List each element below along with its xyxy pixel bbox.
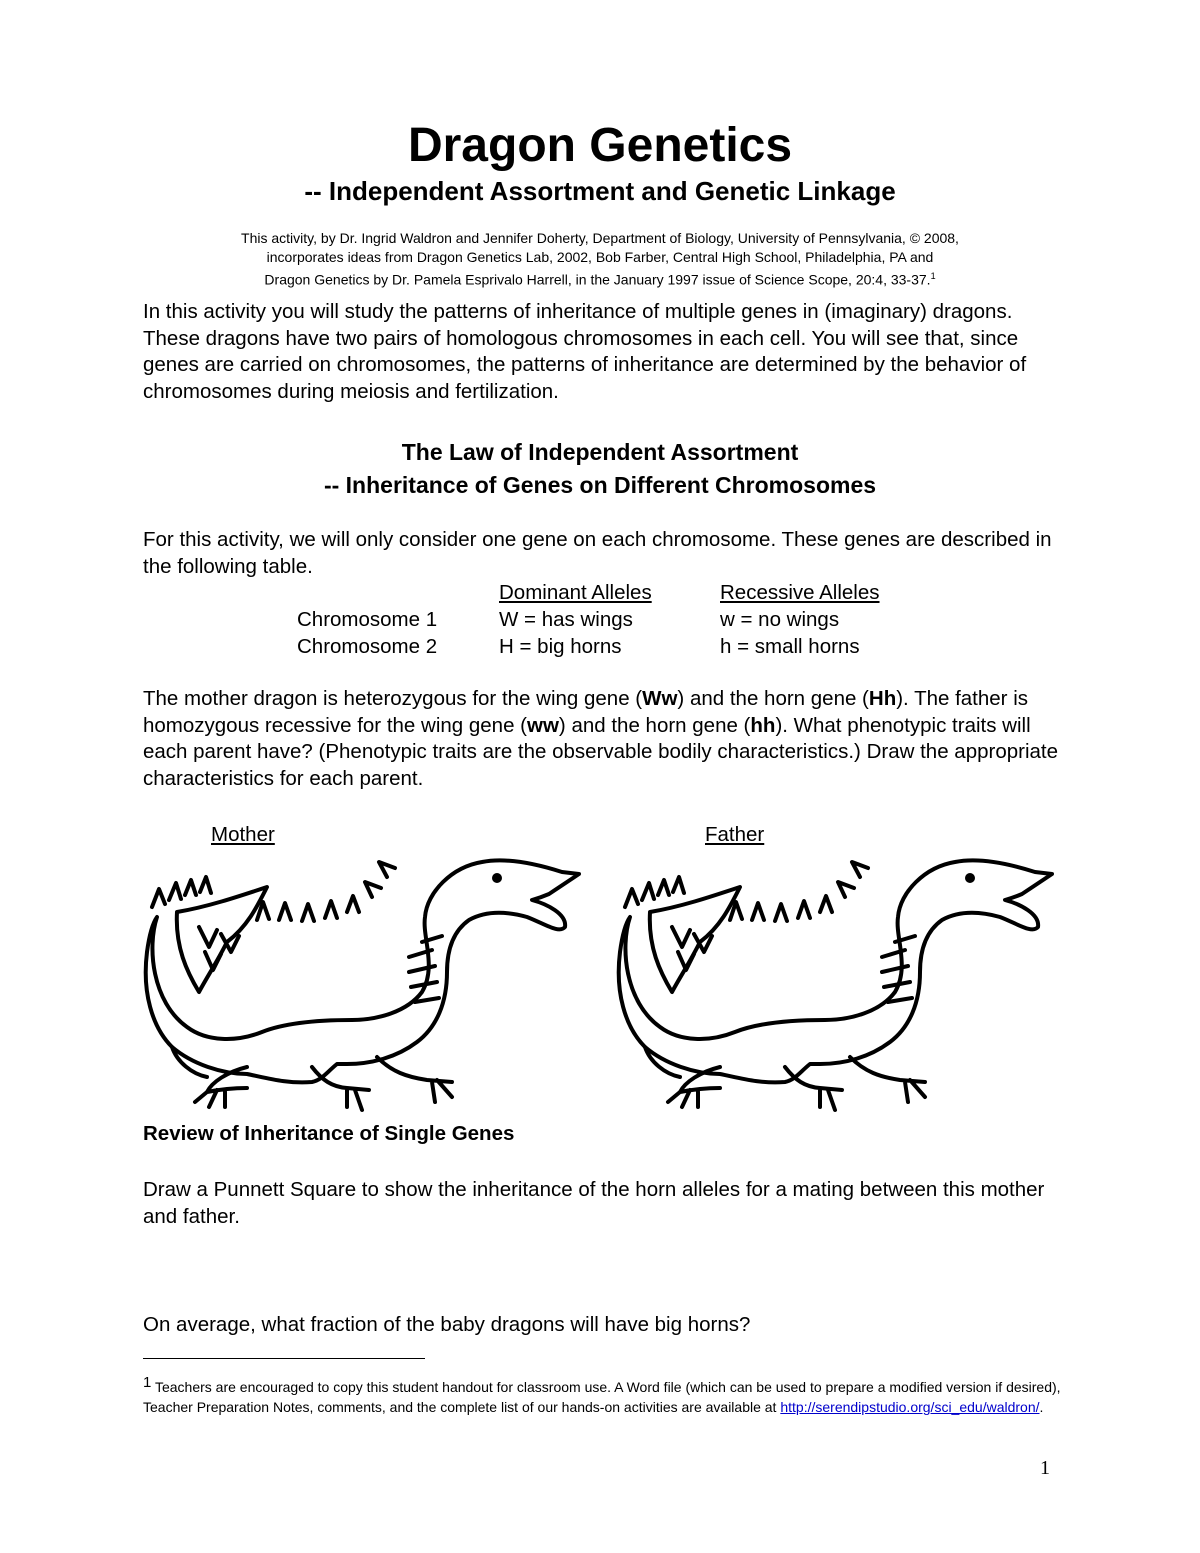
chromosome-1-label: Chromosome 1 [297,608,438,631]
chromosome-2-recessive: h = small horns [720,635,860,658]
chromosome-2-dominant: H = big horns [499,635,622,658]
parents-text-a: The mother dragon is heterozygous for the wing gene ( [143,687,643,710]
footnote-link[interactable]: http://serendipstudio.org/sci_edu/waldron/ [780,1399,1040,1415]
mother-wing-genotype: Ww [642,687,678,710]
father-horn-genotype: hh [750,713,776,737]
document-title: Dragon Genetics [407,119,793,172]
footnote-text: Teachers are encouraged to copy this student handout for classroom use. A Word file (which can be used to prepare a modified version if desired), Teacher Preparation Notes, comments, and the complete list of our hands-on activities are available at [143,1379,1061,1415]
credits-line-2: incorporates ideas from Dragon Genetics Lab, 2002, Bob Farber, Central High School, Philadelphia, PA and [266,249,934,265]
parents-text-d: ) and the horn gene ( [558,713,751,737]
mother-label: Mother [211,823,275,846]
chromosome-1-recessive: w = no wings [720,608,840,631]
header-recessive: Recessive Alleles [720,581,880,604]
mother-horn-genotype: Hh [868,687,897,710]
parents-text-e: ). What phenotypic traits will each parent have? (Phenotypic traits are the observable bodily characteristics.) Draw the appropriate characteristics for each parent. [143,713,1059,790]
section-heading-line-1: The Law of Independent Assortment [401,439,799,465]
punnett-prompt: Draw a Punnett Square to show the inheritance of the horn alleles for a mating between this mother and father. [143,1178,1045,1228]
question: On average, what fraction of the baby dragons will have big horns? [143,1313,751,1336]
footnote-reference: 1 [930,271,936,281]
intro-paragraph: In this activity you will study the patterns of inheritance of multiple genes in (imaginary) dragons. These dragons have two pairs of homologous chromosomes in each cell. You will see that, since genes are carried on chromosomes, the patterns of inheritance are determined by the behavior of chromosomes during meiosis and fertilization. [143,300,1027,403]
footnote-end: . [1039,1399,1044,1415]
table-intro: For this activity, we will only consider one gene on each chromosome. These genes are described in the following table. [143,528,1052,578]
chromosome-1-dominant: W = has wings [499,608,633,631]
credits-line-3-text: Dragon Genetics by Dr. Pamela Esprivalo Harrell, in the January 1997 issue of Science Scope, 20:4, 33-37. [264,271,931,288]
parents-text-c: ). The father is homozygous recessive for the wing gene ( [143,687,1029,737]
father-wing-genotype: ww [527,713,559,737]
footnote-number: 1 [143,1374,152,1391]
father-dragon-drawing [619,860,1052,1110]
review-heading: Review of Inheritance of Single Genes [143,1122,515,1145]
document-subtitle: -- Independent Assortment and Genetic Linkage [304,176,896,206]
parents-text-b: ) and the horn gene ( [677,687,869,710]
credits-line-1: This activity, by Dr. Ingrid Waldron and Jennifer Doherty, Department of Biology, University of Pennsylvania, © 2008, [241,230,959,246]
section-heading-line-2: -- Inheritance of Genes on Different Chromosomes [323,472,877,498]
father-label: Father [705,823,765,846]
footnote-divider [143,1358,425,1359]
page-number: 1 [1040,1457,1050,1479]
mother-dragon-drawing [146,860,579,1110]
chromosome-2-label: Chromosome 2 [297,635,438,658]
footnote [143,1373,1063,1417]
header-dominant: Dominant Alleles [499,581,652,604]
